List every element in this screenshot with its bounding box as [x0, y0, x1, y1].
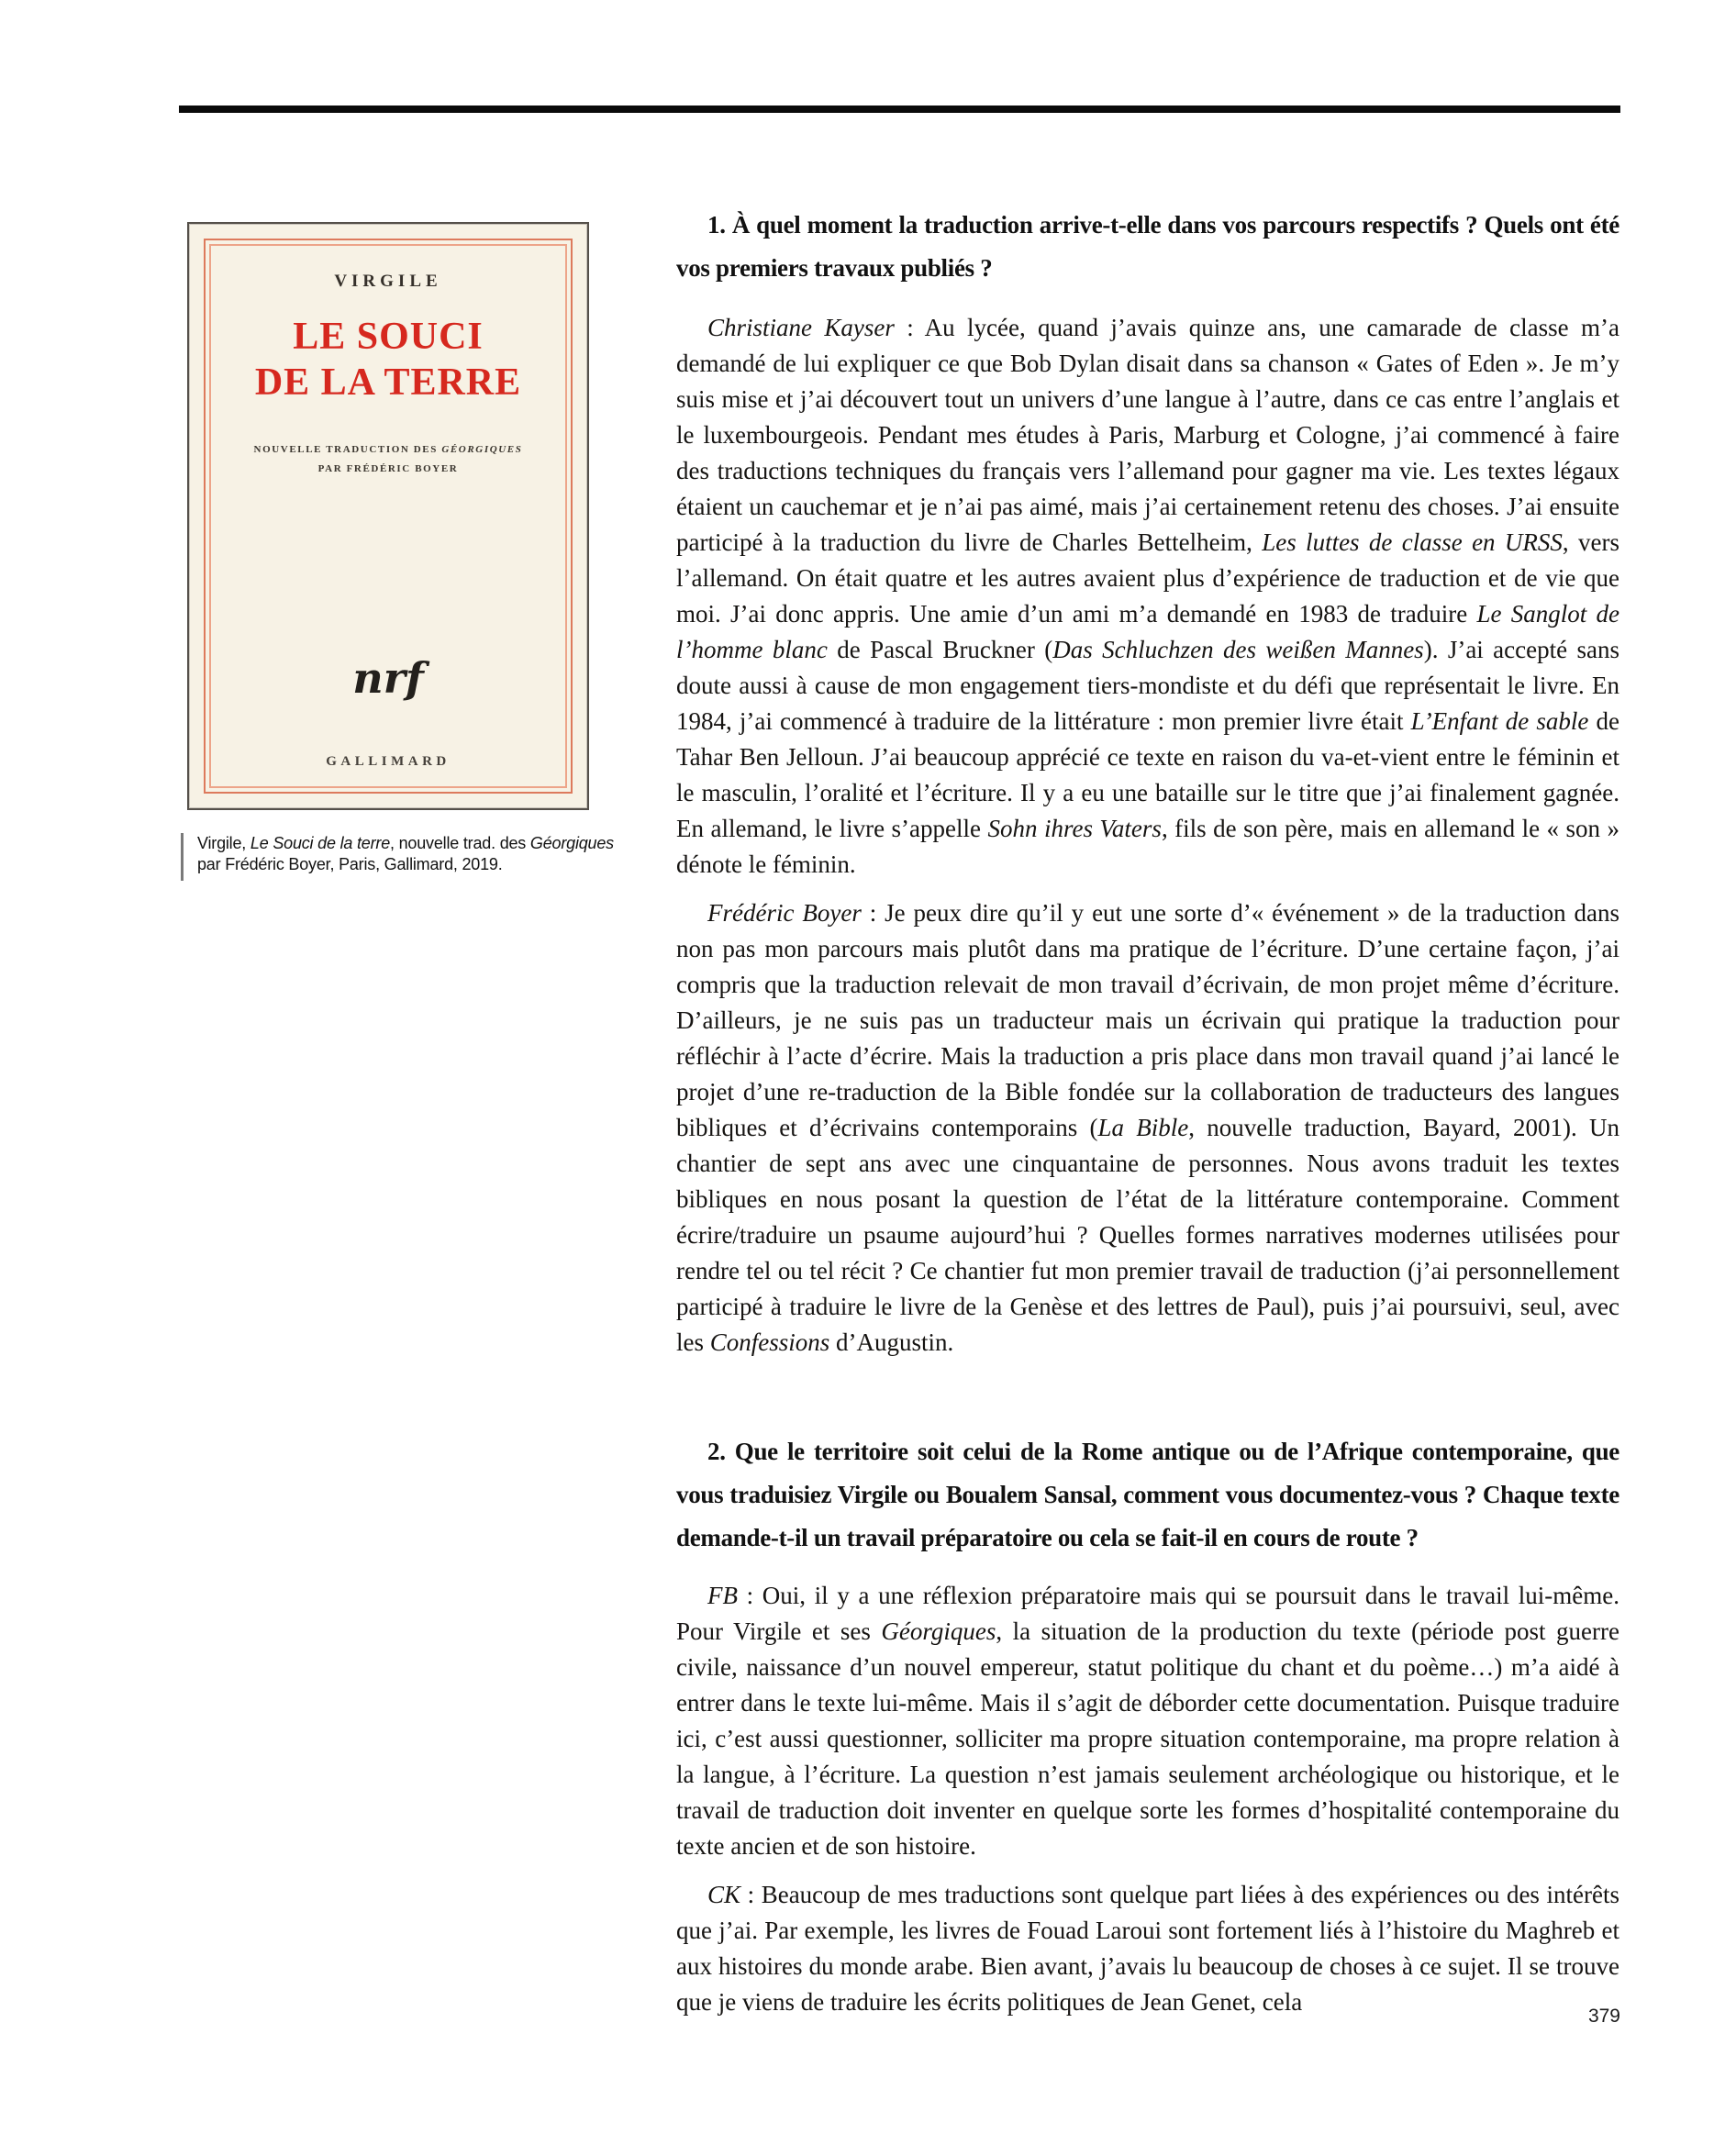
- caption-bar: [181, 833, 184, 881]
- paragraph-ck-2: CK : Beaucoup de mes traductions sont quelque part liées à des expériences ou des intérêts que j’ai. Par exemple, les livres de Fouad Laroui sont fortement liés à l’histoire du Maghreb et aux histoires du monde arabe. Bien avant, j’avais lu beaucoup de choses à ce sujet. Il se trouve que je viens de traduire les écrits politiques de Jean Genet, cela: [676, 1881, 1619, 2016]
- paragraph-fb-2: FB : Oui, il y a une réflexion préparatoire mais qui se poursuit dans le travail lui-même. Pour Virgile et ses Géorgiques, la situation de la production du texte (période post guerre civile, naissance d’un nouvel empereur, statut politique du chant et du poème…) m’a aidé à entrer dans le texte lui-même. Mais il s’agit de déborder cette documentation. Puisque traduire ici, c’est aussi questionner, solliciter ma propre situation contemporaine, ma propre relation à la langue, à l’écriture. La question n’est jamais seulement archéologique ou historique, et le travail de traduction doit inventer en quelque sorte les formes d’hospitalité contemporaine du texte ancien et de son histoire.: [676, 1582, 1620, 1860]
- paragraph-frederic-boyer: Frédéric Boyer : Je peux dire qu’il y eut une sorte d’« événement » de la traduction dans non pas mon parcours mais plutôt dans ma pratique de l’écriture. D’une certaine façon, j’ai compris que la traduction relevait de mon travail d’écrivain, de mon projet même d’écriture. D’ailleurs, je ne suis pas un traducteur mais un écrivain qui pratique la traduction pour réfléchir à l’acte d’écrire. Mais la traduction a pris place dans mon travail quand j’ai lancé le projet d’une re-traduction de la Bible fondée sur la collaboration de traducteurs des langues bibliques et d’écrivains contemporains (La Bible, nouvelle traduction, Bayard, 2001). Un chantier de sept ans avec une cinquantaine de personnes. Nous avons traduit les textes bibliques en nous posant la question de l’état de la littérature contemporaine. Comment écrire/traduire un psaume aujourd’hui ? Quelles formes narratives modernes utilisées pour rendre tel ou tel récit ? Ce chantier fut mon premier travail de traduction (j’ai personnellement participé à traduire le livre de la Genèse et des lettres de Paul), puis j’ai poursuivi, seul, avec les Confessions d’Augustin.: [676, 899, 1620, 1356]
- publisher-name: GALLIMARD: [326, 754, 451, 769]
- nrf-logo: nrf: [352, 653, 424, 703]
- question-2-heading: 2. Que le territoire soit celui de la Rome antique ou de l’Afrique contemporaine, que vous traduisiez Virgile ou Boualem Sansal, comment vous documentez-vous ? Chaque texte demande-t-il un travail préparatoire ou cela se fait-il en cours de route ?: [676, 1438, 1619, 1551]
- cover-subtitle: [189, 440, 587, 479]
- paragraph-christiane-kayser: Christiane Kayser : Au lycée, quand j’avais quinze ans, une camarade de classe m’a demandé de lui expliquer ce que Bob Dylan disait dans sa chanson « Gates of Eden ». Je m’y suis mise et j’ai découvert tout un univers d’une langue à l’autre, dans ce cas entre l’anglais et le luxembourgeois. Pendant mes études à Paris, Marburg et Cologne, j’ai commencé à faire des traductions techniques du français vers l’allemand pour gagner ma vie. Les textes légaux étaient un cauchemar et je n’ai pas aimé, mais j’ai certainement retenu des choses. J’ai ensuite participé à la traduction du livre de Charles Bettelheim, Les luttes de classe en URSS, vers l’allemand. On était quatre et les autres avaient plus d’expérience de traduction et de vie que moi. J’ai donc appris. Une amie d’un ami m’a demandé en 1983 de traduire Le Sanglot de l’homme blanc de Pascal Bruckner (Das Schluchzen des weißen Mannes). J’ai accepté sans doute aussi à cause de mon engagement tiers-mondiste et du défi que représentait le livre. En 1984, j’ai commencé à traduire de la littérature : mon premier livre était L’Enfant de sable de Tahar Ben Jelloun. J’ai beaucoup apprécié ce texte en raison du va-et-vient entre le féminin et le masculin, l’oralité et l’écriture. Il y a eu une bataille sur le titre que j’ai finalement gagnée. En allemand, le livre s’appelle Sohn ihres Vaters, fils de son père, mais en allemand le « son » dénote le féminin.: [676, 314, 1620, 878]
- cover-subtitle-line2: PAR FRÉDÉRIC BOYER: [317, 463, 459, 474]
- book-cover: [187, 222, 589, 810]
- article-column: [676, 204, 1619, 2033]
- cover-subtitle-line1: NOUVELLE TRADUCTION DES GÉORGIQUES: [253, 444, 523, 455]
- figure-caption: [181, 833, 621, 881]
- cover-title-line1: LE SOUCI: [293, 316, 484, 358]
- cover-author: VIRGILE: [334, 272, 442, 291]
- question-1-heading: 1. À quel moment la traduction arrive-t-elle dans vos parcours respectifs ? Quels ont été vos premiers travaux publiés ?: [676, 211, 1619, 282]
- page-number: 379: [1587, 2006, 1620, 2027]
- cover-title: [189, 314, 587, 406]
- top-rule-divider: [179, 106, 1620, 113]
- cover-title-line2: DE LA TERRE: [254, 361, 522, 404]
- caption-text: Virgile, Le Souci de la terre, nouvelle trad. des Géorgiques par Frédéric Boyer, Paris, Gallimard, 2019.: [197, 834, 614, 873]
